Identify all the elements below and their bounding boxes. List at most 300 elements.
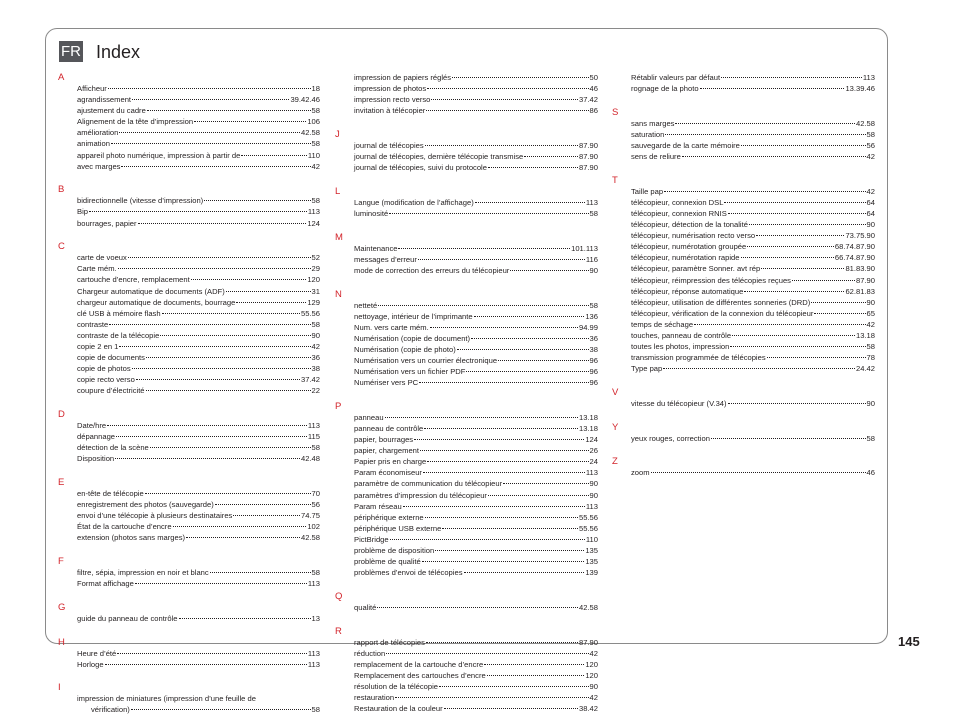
leader-dots xyxy=(430,327,578,328)
index-entry xyxy=(77,263,320,274)
index-entry xyxy=(77,94,320,105)
index-section-m xyxy=(335,232,598,276)
entry-page-ref: 70 xyxy=(311,489,320,498)
index-entry xyxy=(77,363,320,374)
leader-dots xyxy=(414,439,584,440)
entry-page-ref: 110 xyxy=(307,150,320,160)
index-column-3 xyxy=(612,72,875,478)
entry-term: filtre, sépia, impression en noir et blanc xyxy=(77,568,209,578)
entry-term: agrandissement xyxy=(77,95,132,105)
entry-term: amélioration xyxy=(77,128,119,138)
entry-term: Disposition xyxy=(77,454,115,464)
entry-term: Heure d’été xyxy=(77,648,117,658)
entry-page-ref: 42.58 xyxy=(300,533,320,543)
entry-page-ref: 56 xyxy=(866,140,875,150)
index-section-z xyxy=(612,456,875,478)
entry-page-ref: 102 xyxy=(307,522,320,532)
leader-dots xyxy=(694,324,865,325)
entry-page-ref: 46 xyxy=(866,468,875,478)
entry-page-ref: 78 xyxy=(866,353,875,363)
entry-term: ajustement du cadre xyxy=(77,106,146,116)
index-section-j xyxy=(335,129,598,173)
entry-term: Rétablir valeurs par défaut xyxy=(631,73,721,82)
leader-dots xyxy=(132,99,289,100)
entry-term: carte de voeux xyxy=(77,253,127,263)
entry-page-ref: 37.42 xyxy=(300,375,320,385)
index-entry xyxy=(631,186,875,197)
index-section-a xyxy=(58,72,320,172)
entry-page-ref: 87.90 xyxy=(578,152,598,162)
leader-dots xyxy=(241,155,307,156)
entry-term: animation xyxy=(77,139,110,149)
entry-page-ref: 42 xyxy=(589,693,598,702)
index-entry xyxy=(631,297,875,308)
entry-term: Taille pap xyxy=(631,186,664,196)
index-entry xyxy=(77,521,320,532)
entry-term: copie de documents xyxy=(77,353,145,363)
leader-dots xyxy=(121,166,310,167)
leader-dots xyxy=(475,202,585,203)
entry-term: envoi d’une télécopie à plusieurs destinataires xyxy=(77,511,233,521)
index-entry xyxy=(77,648,320,659)
index-entry xyxy=(354,556,598,567)
entry-term: détection de la scène xyxy=(77,443,149,453)
entry-term: périphérique USB externe xyxy=(354,523,442,533)
entry-term: impression de miniatures (impression d’une feuille de xyxy=(77,694,256,704)
entry-term: Numériser vers PC xyxy=(354,378,419,388)
leader-dots xyxy=(427,461,588,462)
index-entry xyxy=(631,275,875,286)
entry-page-ref: 129 xyxy=(307,297,320,307)
entry-page-ref: 64 xyxy=(866,208,875,218)
entry-term: Langue (modification de l’affichage) xyxy=(354,197,474,207)
index-entry xyxy=(354,412,598,423)
entry-term: télécopieur, connexion RNIS xyxy=(631,208,727,218)
index-section-e xyxy=(58,477,320,543)
entry-page-ref: 90 xyxy=(589,681,598,691)
leader-dots xyxy=(744,291,844,292)
index-entry xyxy=(354,692,598,703)
index-entry xyxy=(354,197,598,208)
entry-page-ref: 36 xyxy=(589,333,598,343)
section-letter: Q xyxy=(335,590,343,602)
entry-page-ref: 113 xyxy=(307,579,320,589)
entry-term: contraste de la télécopie xyxy=(77,330,160,340)
entry-page-ref: 38 xyxy=(311,364,320,374)
entry-page-ref: 87.90 xyxy=(578,637,598,647)
leader-dots xyxy=(724,202,865,203)
section-letter: P xyxy=(335,400,342,412)
entry-page-ref: 24.42 xyxy=(855,364,875,374)
entry-term: panneau de contrôle xyxy=(354,423,424,433)
entry-term: paramètre de communication du télécopieur xyxy=(354,479,503,489)
entry-page-ref: 73.75.90 xyxy=(845,231,875,241)
entry-page-ref: 96 xyxy=(589,378,598,388)
entry-page-ref: 90 xyxy=(589,479,598,489)
entry-page-ref: 58 xyxy=(311,319,320,329)
index-entry xyxy=(77,499,320,510)
leader-dots xyxy=(498,360,588,361)
index-entry xyxy=(354,659,598,670)
leader-dots xyxy=(145,493,311,494)
index-section-n xyxy=(335,289,598,389)
index-entry xyxy=(631,118,875,129)
entry-page-ref: 38 xyxy=(589,344,598,354)
index-entry xyxy=(354,243,598,254)
leader-dots xyxy=(665,134,865,135)
leader-dots xyxy=(108,88,311,89)
entry-term: sauvegarde de la carte mémoire xyxy=(631,140,740,150)
leader-dots xyxy=(377,607,578,608)
index-entry xyxy=(77,274,320,285)
index-entry xyxy=(77,693,320,704)
index-entry xyxy=(77,161,320,172)
entry-page-ref: 37.42 xyxy=(578,95,598,105)
entry-term: télécopieur, paramètre Sonner. avt rép xyxy=(631,264,761,274)
entry-page-ref: 96 xyxy=(589,355,598,365)
entry-page-ref: 86 xyxy=(589,106,598,116)
index-entry xyxy=(77,297,320,308)
leader-dots xyxy=(756,235,844,236)
entry-term: périphérique externe xyxy=(354,512,424,522)
leader-dots xyxy=(503,483,588,484)
section-letter: F xyxy=(58,556,64,568)
entry-page-ref: 90 xyxy=(311,330,320,340)
index-section-b xyxy=(58,184,320,228)
entry-term: en-tête de télécopie xyxy=(77,489,144,498)
entry-page-ref: 87.90 xyxy=(578,140,598,150)
index-entry xyxy=(354,377,598,388)
entry-page-ref: 52 xyxy=(311,253,320,263)
entry-page-ref: 42.58 xyxy=(855,118,875,128)
entry-page-ref: 113 xyxy=(307,648,320,658)
leader-dots xyxy=(427,88,588,89)
index-entry xyxy=(631,83,875,94)
entry-page-ref: 62.81.83 xyxy=(845,286,875,296)
entry-page-ref: 58 xyxy=(311,106,320,116)
leader-dots xyxy=(721,77,862,78)
leader-dots xyxy=(730,346,865,347)
entry-term: État de la cartouche d’encre xyxy=(77,522,172,532)
entry-term: Numérisation vers un fichier PDF xyxy=(354,367,466,377)
leader-dots xyxy=(136,379,300,380)
section-letter: C xyxy=(58,241,65,253)
entry-page-ref: 124 xyxy=(307,218,320,228)
entry-term: Type pap xyxy=(631,364,663,374)
entry-page-ref: 64 xyxy=(866,197,875,207)
index-section-q xyxy=(335,591,598,613)
index-entry xyxy=(354,637,598,648)
index-entry xyxy=(631,352,875,363)
leader-dots xyxy=(146,390,311,391)
index-entry xyxy=(354,478,598,489)
entry-page-ref: 39.42.46 xyxy=(290,95,320,105)
index-entry xyxy=(77,578,320,589)
entry-page-ref: 58 xyxy=(311,705,320,715)
page-title: Index xyxy=(96,42,141,62)
entry-page-ref: 81.83.90 xyxy=(845,264,875,274)
leader-dots xyxy=(131,709,311,710)
entry-term: problème de disposition xyxy=(354,545,435,555)
leader-dots xyxy=(749,224,866,225)
entry-term: Horloge xyxy=(77,659,104,669)
entry-term: PictBridge xyxy=(354,534,389,544)
index-entry xyxy=(354,567,598,578)
entry-term: copie 2 en 1 xyxy=(77,341,119,351)
index-entry xyxy=(354,72,598,83)
leader-dots xyxy=(132,368,311,369)
entry-term: bourrages, papier xyxy=(77,218,137,228)
index-section-i xyxy=(58,682,320,715)
index-section-c xyxy=(58,241,320,396)
section-letter: V xyxy=(612,386,619,398)
entry-term: luminosité xyxy=(354,208,389,218)
index-entry xyxy=(77,442,320,453)
index-entry xyxy=(354,151,598,162)
leader-dots xyxy=(117,653,307,654)
language-badge: FR xyxy=(61,43,81,60)
entry-page-ref: 26 xyxy=(589,446,598,456)
leader-dots xyxy=(747,246,834,247)
leader-dots xyxy=(442,528,578,529)
index-entry xyxy=(77,488,320,499)
entry-page-ref: 106 xyxy=(307,117,320,127)
leader-dots xyxy=(488,167,578,168)
entry-term: Numérisation (copie de photo) xyxy=(354,344,456,354)
index-entry xyxy=(354,311,598,322)
entry-term: Bip xyxy=(77,207,88,217)
entry-term: saturation xyxy=(631,129,665,139)
entry-term: Param économiseur xyxy=(354,468,422,478)
leader-dots xyxy=(236,302,306,303)
leader-dots xyxy=(524,156,578,157)
entry-page-ref: 136 xyxy=(585,311,598,321)
index-entry xyxy=(77,510,320,521)
leader-dots xyxy=(484,664,584,665)
entry-term: mode de correction des erreurs du télécopieur xyxy=(354,265,510,275)
leader-dots xyxy=(488,495,589,496)
entry-term: Param réseau xyxy=(354,501,402,511)
entry-page-ref: 55.56 xyxy=(578,523,598,533)
leader-dots xyxy=(116,436,307,437)
entry-page-ref: 135 xyxy=(585,545,598,555)
entry-page-ref: 42.58 xyxy=(300,128,320,138)
index-entry xyxy=(354,670,598,681)
index-section-h xyxy=(58,637,320,670)
entry-term: appareil photo numérique, impression à partir de xyxy=(77,150,241,160)
index-entry-continuation xyxy=(91,704,320,715)
leader-dots xyxy=(146,357,311,358)
entry-term: télécopieur, vérification de la connexion du télécopieur xyxy=(631,308,814,318)
entry-page-ref: 115 xyxy=(307,432,320,442)
entry-term: dépannage xyxy=(77,432,116,442)
entry-term: papier, bourrages xyxy=(354,435,414,445)
leader-dots xyxy=(767,357,866,358)
entry-term: sens de reliure xyxy=(631,152,681,162)
index-entry xyxy=(354,602,598,613)
index-entry xyxy=(631,72,875,83)
entry-term: Restauration de la couleur xyxy=(354,704,443,714)
leader-dots xyxy=(700,88,845,89)
section-letter: Y xyxy=(612,421,619,433)
entry-page-ref: 22 xyxy=(311,386,320,396)
entry-page-ref: 90 xyxy=(866,220,875,230)
entry-term: Format affichage xyxy=(77,579,134,589)
leader-dots xyxy=(403,506,585,507)
entry-page-ref: 13.18 xyxy=(578,412,598,422)
index-entry xyxy=(77,385,320,396)
index-entry xyxy=(354,254,598,265)
index-entry xyxy=(77,453,320,464)
leader-dots xyxy=(89,211,307,212)
entry-term: messages d’erreur xyxy=(354,254,417,264)
section-letter: M xyxy=(335,231,343,243)
index-entry xyxy=(631,219,875,230)
entry-page-ref: 120 xyxy=(585,659,598,669)
leader-dots xyxy=(162,313,300,314)
entry-term: rapport de télécopies xyxy=(354,637,425,647)
leader-dots xyxy=(435,550,584,551)
entry-page-ref: 113 xyxy=(585,501,598,511)
leader-dots xyxy=(386,653,588,654)
entry-term: Remplacement des cartouches d’encre xyxy=(354,670,486,680)
index-entry xyxy=(631,140,875,151)
index-entry xyxy=(77,105,320,116)
entry-term: journal de télécopies, suivi du protocole xyxy=(354,163,487,173)
index-entry xyxy=(354,456,598,467)
entry-term: journal de télécopies, dernière télécopie transmise xyxy=(354,152,524,162)
entry-page-ref: 36 xyxy=(311,353,320,363)
leader-dots xyxy=(138,223,307,224)
index-entry xyxy=(354,534,598,545)
leader-dots xyxy=(119,346,310,347)
entry-term: télécopieur, réimpression des télécopies reçues xyxy=(631,275,791,285)
entry-page-ref: 65 xyxy=(866,308,875,318)
entry-page-ref: 18 xyxy=(311,84,320,93)
entry-page-ref: 58 xyxy=(589,300,598,310)
leader-dots xyxy=(210,572,311,573)
section-letter: A xyxy=(58,72,65,83)
index-section-l xyxy=(335,186,598,219)
entry-page-ref: 139 xyxy=(585,568,598,578)
entry-term: problème de qualité xyxy=(354,557,421,567)
entry-term-continuation: vérification) xyxy=(91,705,130,715)
index-entry xyxy=(354,445,598,456)
index-entry xyxy=(77,138,320,149)
entry-term: remplacement de la cartouche d’encre xyxy=(354,659,484,669)
index-entry xyxy=(631,330,875,341)
index-entry xyxy=(354,208,598,219)
leader-dots xyxy=(728,213,866,214)
entry-page-ref: 42 xyxy=(866,186,875,196)
index-entry xyxy=(631,319,875,330)
entry-page-ref: 135 xyxy=(585,557,598,567)
leader-dots xyxy=(651,472,866,473)
entry-page-ref: 101.113 xyxy=(571,243,598,253)
leader-dots xyxy=(424,428,578,429)
index-entry xyxy=(77,127,320,138)
index-entry xyxy=(354,83,598,94)
entry-page-ref: 90 xyxy=(589,490,598,500)
entry-term: Numérisation (copie de document) xyxy=(354,333,471,343)
index-section-v xyxy=(612,387,875,409)
leader-dots xyxy=(179,618,311,619)
leader-dots xyxy=(191,279,307,280)
index-entry xyxy=(77,319,320,330)
index-entry xyxy=(77,431,320,442)
entry-page-ref: 42 xyxy=(866,152,875,162)
entry-page-ref: 90 xyxy=(866,398,875,408)
index-section-f xyxy=(58,556,320,589)
leader-dots xyxy=(135,583,307,584)
entry-term: journal de télécopies xyxy=(354,140,424,150)
leader-dots xyxy=(510,270,588,271)
leader-dots xyxy=(728,403,866,404)
index-entry xyxy=(354,322,598,333)
entry-term: problèmes d’envoi de télécopies xyxy=(354,568,463,578)
index-entry xyxy=(354,681,598,692)
index-entry xyxy=(631,241,875,252)
leader-dots xyxy=(792,280,855,281)
entry-page-ref: 42.48 xyxy=(300,454,320,464)
entry-term: Alignement de la tête d’impression xyxy=(77,117,194,127)
index-entry xyxy=(631,341,875,352)
entry-term: Maintenance xyxy=(354,243,398,253)
leader-dots xyxy=(109,324,310,325)
entry-term: extension (photos sans marges) xyxy=(77,533,186,543)
leader-dots xyxy=(741,145,866,146)
entry-term: qualité xyxy=(354,602,377,612)
entry-page-ref: 113 xyxy=(307,207,320,217)
index-section-t xyxy=(612,175,875,375)
index-section-y xyxy=(612,422,875,444)
section-letter: H xyxy=(58,636,65,648)
leader-dots xyxy=(215,504,311,505)
index-entry xyxy=(354,366,598,377)
index-entry xyxy=(631,363,875,374)
entry-term: zoom xyxy=(631,468,650,478)
leader-dots xyxy=(105,664,307,665)
entry-term: temps de séchage xyxy=(631,319,694,329)
entry-page-ref: 13.18 xyxy=(578,423,598,433)
leader-dots xyxy=(378,305,588,306)
entry-page-ref: 120 xyxy=(585,670,598,680)
entry-page-ref: 58 xyxy=(866,342,875,352)
section-letter: S xyxy=(612,106,619,118)
index-column-2 xyxy=(335,72,598,714)
entry-term: Numérisation vers un courrier électronique xyxy=(354,355,498,365)
index-entry xyxy=(354,140,598,151)
leader-dots xyxy=(194,121,306,122)
entry-term: Papier pris en charge xyxy=(354,457,427,467)
leader-dots xyxy=(389,213,588,214)
leader-dots xyxy=(425,145,578,146)
leader-dots xyxy=(119,132,300,133)
entry-term: Num. vers carte mém. xyxy=(354,322,429,332)
index-entry xyxy=(354,423,598,434)
index-entry xyxy=(77,286,320,297)
index-section-d xyxy=(58,409,320,464)
index-entry xyxy=(77,532,320,543)
page-number: 145 xyxy=(898,634,920,649)
entry-term: chargeur automatique de documents, bourrage xyxy=(77,297,236,307)
leader-dots xyxy=(173,526,307,527)
index-entry xyxy=(77,613,320,624)
entry-page-ref: 113 xyxy=(585,468,598,478)
entry-term: touches, panneau de contrôle xyxy=(631,330,732,340)
leader-dots xyxy=(385,417,578,418)
leader-dots xyxy=(682,156,866,157)
